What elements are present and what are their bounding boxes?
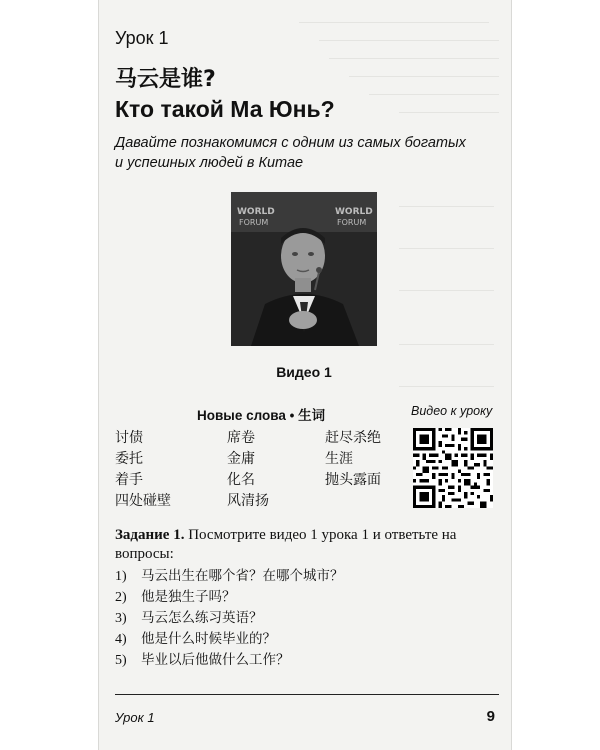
list-item [115, 629, 497, 650]
vocab-word: 讨债 [115, 430, 143, 446]
task-text: Посмотрите видео 1 урока 1 и ответьте на вопросы: [115, 527, 457, 562]
new-words-heading: Новые слова • 生词 [197, 408, 326, 423]
list-item [115, 608, 497, 629]
footer-divider [115, 694, 499, 695]
vocab-word: 风清扬 [227, 493, 269, 509]
vocab-word: 生涯 [325, 451, 353, 467]
vocab-column-1 [115, 428, 171, 512]
task-instruction [115, 526, 497, 564]
subtitle-line-2: и успешных людей в Китае [115, 155, 304, 171]
question-text: 马云怎么练习英语？ [141, 610, 263, 626]
portrait-illustration [231, 192, 377, 346]
vocab-word: 委托 [115, 451, 143, 467]
page-title-chinese: 马云是谁? [115, 67, 216, 92]
book-page [98, 0, 512, 750]
qr-code-icon[interactable] [413, 428, 493, 508]
vocab-word: 抛头露面 [325, 472, 381, 488]
question-number: 1) [115, 569, 127, 584]
svg-text:FORUM: FORUM [337, 218, 367, 227]
vocab-word: 赶尽杀绝 [325, 430, 381, 446]
task-label: Задание 1. [115, 527, 185, 543]
question-text: 他是什么时候毕业的？ [141, 631, 276, 647]
list-item [115, 650, 497, 671]
question-text: 马云出生在哪个省？在哪个城市？ [141, 568, 344, 584]
page-title-russian: Кто такой Ма Юнь? [115, 96, 335, 122]
vocab-word: 金庸 [227, 451, 255, 467]
vocab-word: 化名 [227, 472, 255, 488]
svg-text:WORLD: WORLD [237, 207, 275, 217]
question-number: 5) [115, 653, 127, 668]
question-text: 毕业以后他做什么工作？ [141, 652, 290, 668]
qr-code-graphic [413, 428, 493, 508]
list-item [115, 587, 497, 608]
qr-caption: Видео к уроку [411, 404, 493, 418]
footer-lesson-label: Урок 1 [115, 710, 155, 725]
vocab-word: 席卷 [227, 430, 255, 446]
page-number: 9 [486, 708, 495, 725]
subtitle-line-1: Давайте познакомимся с одним из самых богатых [115, 135, 466, 151]
vocab-word: 着手 [115, 472, 143, 488]
svg-text:WORLD: WORLD [335, 207, 373, 217]
question-number: 2) [115, 590, 127, 605]
video-caption: Видео 1 [276, 364, 332, 380]
portrait-photo [231, 192, 377, 346]
question-number: 4) [115, 632, 127, 647]
question-text: 他是独生子吗？ [141, 589, 236, 605]
svg-text:FORUM: FORUM [239, 218, 269, 227]
list-item [115, 566, 497, 587]
vocab-column-2 [227, 428, 269, 512]
question-number: 3) [115, 611, 127, 626]
vocab-column-3 [325, 428, 381, 491]
lesson-subtitle [115, 133, 495, 173]
question-list [115, 566, 497, 671]
vocab-word: 四处碰壁 [115, 493, 171, 509]
lesson-label: Урок 1 [115, 28, 169, 48]
